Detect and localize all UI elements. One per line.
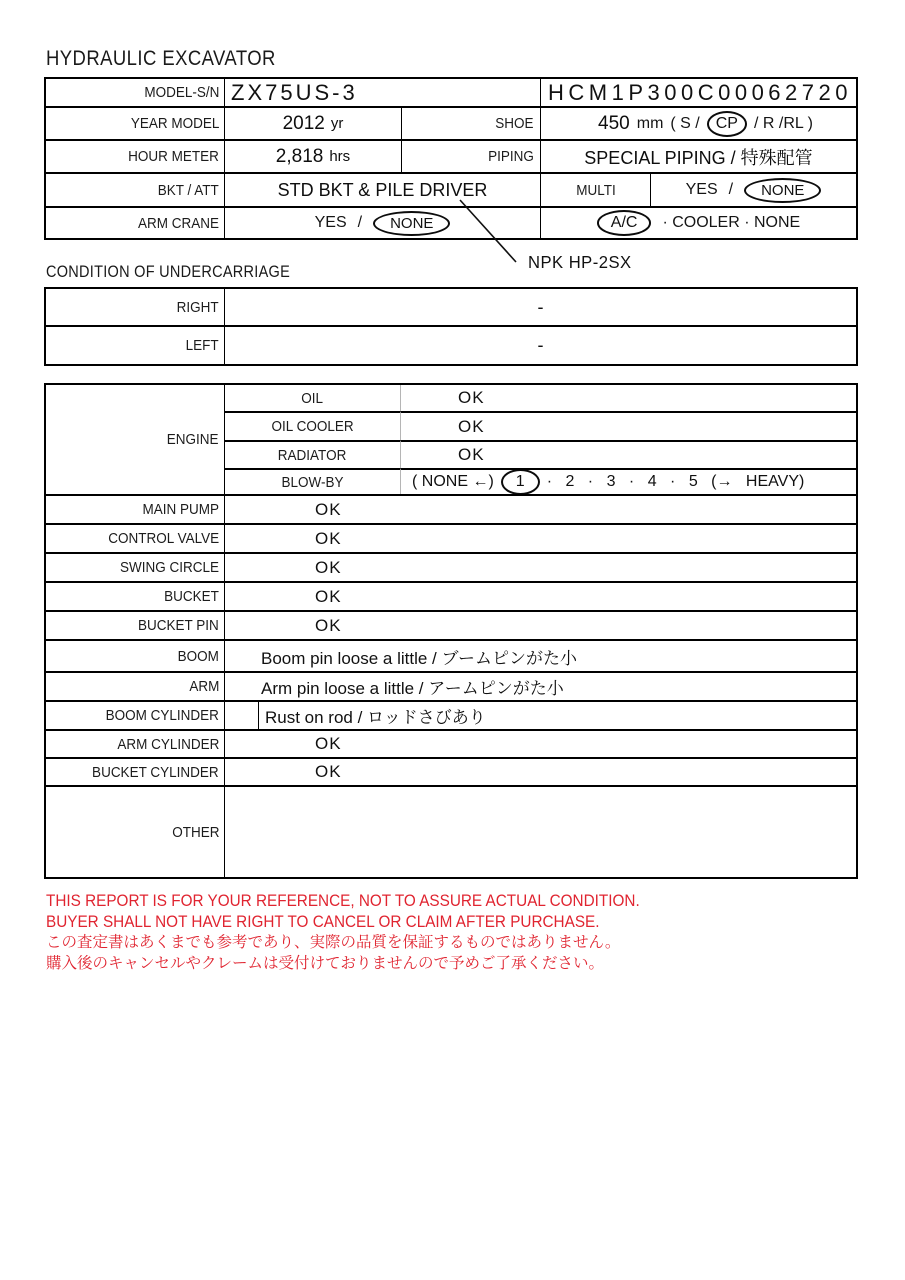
- hour-meter-value-cell: [224, 139, 401, 172]
- bucket-cylinder-label: BUCKET CYLINDER: [92, 763, 219, 781]
- uc-left-label: LEFT: [185, 337, 219, 354]
- arm-crane-label-cell: [46, 206, 224, 238]
- undercarriage-heading: CONDITION OF UNDERCARRIAGE: [46, 263, 291, 281]
- shoe-value-cell: [540, 106, 856, 139]
- year-model-label-cell: [46, 106, 224, 139]
- bkt-att-value: STD BKT & PILE DRIVER: [277, 179, 488, 200]
- blow-by-label: BLOW-BY: [281, 473, 344, 491]
- cooling-value-cell: [540, 206, 856, 238]
- boom-cylinder-note-box: [258, 702, 486, 729]
- engine-label: ENGINE: [167, 431, 219, 448]
- cooling-rest: · COOLER · NONE: [662, 214, 801, 231]
- arm-crane-selected-oval: [373, 211, 450, 236]
- disclaimer-line-3: この査定書はあくまでも参考であり、実際の品質を保証するものではありません。: [46, 934, 621, 951]
- blow-by-selected-oval: [501, 469, 540, 494]
- model-value: ZX75US-3: [231, 79, 358, 105]
- bucket-pin-label-cell: [46, 610, 224, 639]
- multi-label: MULTI: [575, 181, 616, 199]
- engine-oil-value: OK: [458, 388, 485, 407]
- main-pump-label: MAIN PUMP: [142, 501, 219, 518]
- other-value-cell: [224, 785, 856, 877]
- uc-right-value-cell: [224, 289, 856, 325]
- swing-circle-value: OK: [315, 557, 342, 577]
- multi-value-cell: [650, 172, 856, 206]
- multi-label-cell: [540, 172, 650, 206]
- disclaimer-block: [46, 890, 706, 974]
- year-model-value: 2012: [282, 112, 325, 134]
- shoe-options-rest: / R /RL ): [753, 114, 813, 132]
- bucket-value-cell: [224, 581, 856, 610]
- other-label: OTHER: [171, 823, 219, 841]
- piping-value-cell: [540, 139, 856, 172]
- serial-value-cell: [540, 79, 856, 106]
- disclaimer-line-1: THIS REPORT IS FOR YOUR REFERENCE, NOT TO ASSURE ACTUAL CONDITION.: [46, 891, 640, 910]
- inspection-table: [44, 383, 858, 879]
- boom-cylinder-label-cell: [46, 700, 224, 729]
- bucket-pin-value: OK: [315, 615, 342, 635]
- hour-meter-value: 2,818: [275, 145, 324, 167]
- boom-cylinder-value-cell: [224, 700, 856, 729]
- bucket-pin-value-cell: [224, 610, 856, 639]
- uc-left-value: -: [537, 335, 544, 355]
- blow-by-prefix: ( NONE ←): [412, 473, 494, 490]
- blow-by-label-cell: [224, 468, 400, 494]
- disclaimer-line-4: 購入後のキャンセルやクレームは受付けておりませんので予めご了承ください。: [46, 955, 605, 972]
- engine-radiator-value: OK: [458, 445, 485, 464]
- engine-oil-label-cell: [224, 385, 400, 411]
- control-valve-label-cell: [46, 523, 224, 552]
- blow-by-value-cell: [400, 468, 856, 494]
- engine-radiator-label: RADIATOR: [278, 446, 347, 464]
- swing-circle-label-cell: [46, 552, 224, 581]
- spec-table: [44, 77, 858, 240]
- uc-right-label-cell: [46, 289, 224, 325]
- engine-oil-value-cell: [400, 385, 856, 411]
- boom-label-cell: [46, 639, 224, 671]
- piping-value: SPECIAL PIPING / 特殊配管: [584, 147, 813, 168]
- serial-value: HCM1P300C00062720: [548, 79, 852, 105]
- model-sn-label: MODEL-S/N: [143, 84, 219, 101]
- control-valve-label: CONTROL VALVE: [108, 530, 219, 547]
- shoe-label: SHOE: [495, 115, 534, 132]
- bkt-att-value-cell: [224, 172, 540, 206]
- boom-value: Boom pin loose a little / ブームピンがた小: [261, 648, 577, 668]
- hour-meter-unit: hrs: [329, 148, 351, 165]
- disclaimer-line-2: BUYER SHALL NOT HAVE RIGHT TO CANCEL OR CLAIM AFTER PURCHASE.: [46, 912, 600, 931]
- multi-yes: YES: [685, 181, 718, 198]
- main-pump-value-cell: [224, 494, 856, 523]
- shoe-selected-oval: [707, 111, 747, 137]
- piping-label-cell: [401, 139, 540, 172]
- undercarriage-table: [44, 287, 858, 366]
- engine-oil-cooler-label-cell: [224, 411, 400, 440]
- arm-cylinder-value: OK: [315, 734, 342, 753]
- year-model-label: YEAR MODEL: [130, 115, 219, 132]
- arm-crane-value-cell: [224, 206, 540, 238]
- arm-crane-selected: NONE: [390, 214, 434, 232]
- engine-oil-cooler-label: OIL COOLER: [271, 418, 354, 435]
- attachment-note: NPK HP-2SX: [528, 252, 632, 272]
- shoe-size: 450: [598, 112, 630, 134]
- blow-by-selected: 1: [515, 473, 525, 490]
- boom-cylinder-label: BOOM CYLINDER: [105, 707, 219, 724]
- bkt-att-label: BKT / ATT: [157, 181, 219, 199]
- main-pump-label-cell: [46, 494, 224, 523]
- arm-cylinder-label-cell: [46, 729, 224, 757]
- page-title: HYDRAULIC EXCAVATOR: [46, 47, 276, 70]
- bucket-label-cell: [46, 581, 224, 610]
- shoe-unit: mm: [636, 114, 664, 132]
- arm-label: ARM: [188, 678, 219, 695]
- arm-cylinder-value-cell: [224, 729, 856, 757]
- arm-crane-yes: YES: [314, 214, 347, 231]
- arm-crane-separator: /: [357, 214, 363, 231]
- swing-circle-label: SWING CIRCLE: [119, 559, 219, 576]
- shoe-label-cell: [401, 106, 540, 139]
- uc-left-label-cell: [46, 325, 224, 364]
- shoe-selected: CP: [715, 114, 738, 132]
- boom-cylinder-value: Rust on rod / ロッドさびあり: [265, 708, 486, 727]
- control-valve-value: OK: [315, 528, 342, 548]
- arm-label-cell: [46, 671, 224, 700]
- bucket-pin-label: BUCKET PIN: [138, 617, 219, 634]
- engine-label-cell: [46, 385, 224, 494]
- engine-radiator-label-cell: [224, 440, 400, 468]
- blow-by-scale: · 2 · 3 · 4 · 5 (→ HEAVY): [546, 473, 805, 490]
- model-value-cell: [224, 79, 540, 106]
- other-label-cell: [46, 785, 224, 877]
- arm-cylinder-label: ARM CYLINDER: [116, 735, 219, 753]
- piping-label: PIPING: [488, 148, 534, 165]
- engine-oil-cooler-value: OK: [458, 416, 485, 436]
- arm-value-cell: [224, 671, 856, 700]
- multi-separator: /: [728, 181, 734, 198]
- bucket-cylinder-label-cell: [46, 757, 224, 785]
- year-model-value-cell: [224, 106, 401, 139]
- engine-oil-cooler-value-cell: [400, 411, 856, 440]
- uc-right-value: -: [537, 296, 544, 317]
- engine-oil-label: OIL: [301, 389, 324, 407]
- hour-meter-label-cell: [46, 139, 224, 172]
- hour-meter-label: HOUR METER: [128, 148, 219, 165]
- bucket-cylinder-value: OK: [315, 762, 342, 781]
- control-valve-value-cell: [224, 523, 856, 552]
- model-sn-label-cell: [46, 79, 224, 106]
- multi-selected-oval: [744, 178, 821, 203]
- bucket-label: BUCKET: [164, 588, 219, 605]
- swing-circle-value-cell: [224, 552, 856, 581]
- bucket-cylinder-value-cell: [224, 757, 856, 785]
- main-pump-value: OK: [315, 499, 342, 519]
- arm-value: Arm pin loose a little / アームピンがた小: [261, 679, 564, 698]
- boom-value-cell: [224, 639, 856, 671]
- arm-crane-label: ARM CRANE: [137, 214, 219, 232]
- bkt-att-label-cell: [46, 172, 224, 206]
- shoe-options-open: ( S /: [670, 114, 700, 132]
- uc-left-value-cell: [224, 325, 856, 364]
- year-model-unit: yr: [330, 115, 344, 132]
- uc-right-label: RIGHT: [176, 298, 219, 316]
- engine-radiator-value-cell: [400, 440, 856, 468]
- multi-selected: NONE: [761, 181, 805, 199]
- cooling-selected-oval: [597, 210, 652, 236]
- cooling-selected: A/C: [610, 214, 638, 231]
- boom-label: BOOM: [177, 647, 219, 665]
- bucket-value: OK: [315, 586, 342, 606]
